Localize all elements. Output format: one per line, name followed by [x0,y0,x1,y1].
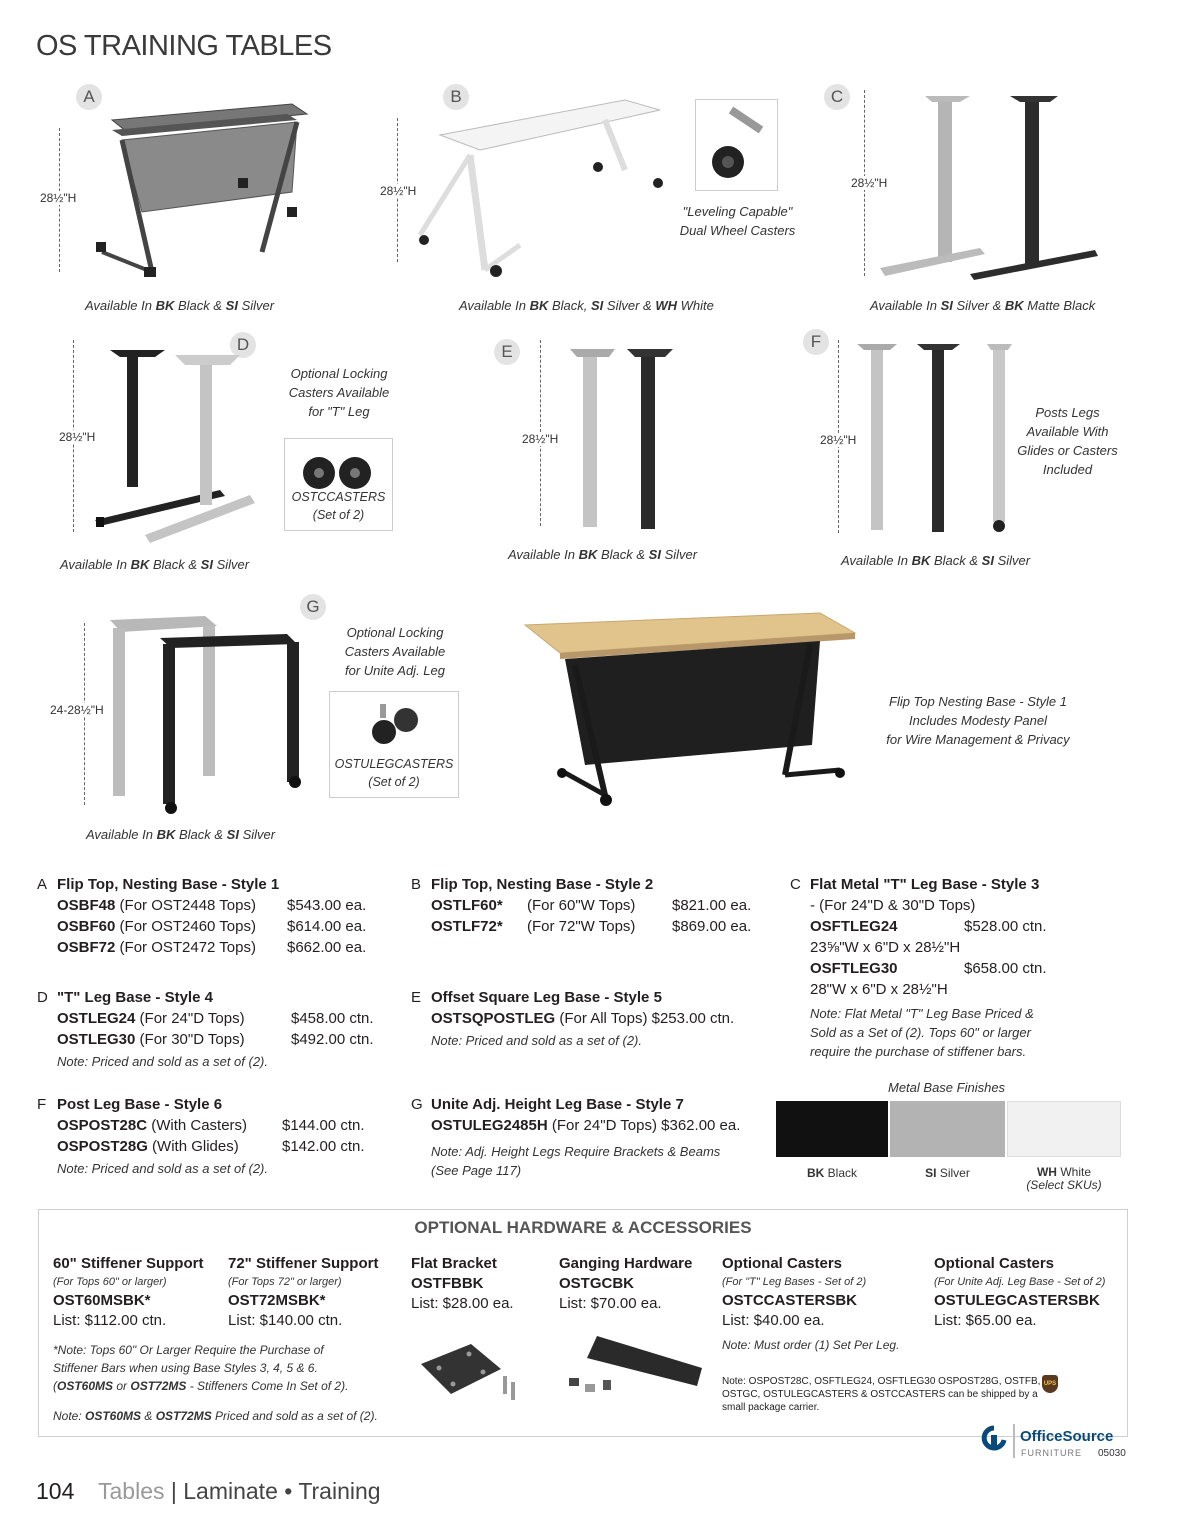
product-g-note: Note: Adj. Height Legs Require Brackets & Beams (See Page 117) [431,1144,721,1178]
product-c-heading: Flat Metal "T" Leg Base - Style 3 [810,876,1040,893]
product-a-letter: A [37,876,48,893]
image-flip-top-style-1 [82,92,382,292]
flip-top-style-1-note: Flip Top Nesting Base - Style 1 Includes Modesty Panel for Wire Management & Privacy [886,694,1070,747]
product-c-sub: - (For 24"D & 30"D Tops) [810,897,976,914]
catalog-code: 05030 [1098,1448,1126,1459]
price-row: OSFTLEG24 $528.00 ctn. [810,918,1047,935]
ostulegcasters-box: OSTULEGCASTERS (Set of 2) [329,691,459,798]
price-row: OSFTLEG30 $658.00 ctn. [810,960,1047,977]
shipping-note: Note: OSPOST28C, OSFTLEG24, OSFTLEG30 OSPOST28G, OSTFB, OSTGC, OSTULEGCASTERS & OSTCCASTERS can be shipped by a small package carrier. [722,1376,1041,1413]
product-b: B Flip Top, Nesting Base - Style 2 OSTLF60* (For 60"W Tops) $821.00 ea. OSTLF72* (For 72"W Tops) $869.00 ea. [431,874,771,937]
badge-f: F [803,329,829,355]
height-label-e: 28½"H [522,432,559,446]
product-e-heading: Offset Square Leg Base - Style 5 [431,989,662,1006]
hardware-unite-casters: Optional Casters (For Unite Adj. Leg Base - Set of 2) OSTULEGCASTERSBK List: $65.00 ea. [934,1255,1106,1329]
availability-c: Available In SI Silver & BK Matte Black [870,298,1096,313]
ganging-hardware-image [557,1328,712,1408]
officesource-logo-icon [981,1425,1007,1455]
badge-a: A [76,84,102,110]
price-row: OSBF48 (For OST2448 Tops) $543.00 ea. [57,897,367,914]
height-label-f: 28½"H [820,433,857,447]
price-row: OSTLF72* (For 72"W Tops) $869.00 ea. [431,918,752,935]
product-g: G Unite Adj. Height Leg Base - Style 7 OSTULEG2485H (For 24"D Tops) $362.00 ea. Note: Adj. Height Legs Require Brackets & Beams (See Page 117) [431,1094,771,1180]
brand-name: OfficeSource [1020,1428,1114,1445]
badge-e: E [494,339,520,365]
image-post-leg [852,340,1022,540]
availability-b: Available In BK Black, SI Silver & WH White [459,298,714,313]
badge-g: G [300,594,326,620]
stiffener-priced-note: Note: OST60MS & OST72MS Priced and sold as a set of (2). [53,1409,378,1423]
swatch-black [776,1101,888,1157]
product-e: E Offset Square Leg Base - Style 5 OSTSQPOSTLEG (For All Tops) $253.00 ctn. Note: Priced and sold as a set of (2). [431,987,771,1050]
size-row: 23⅝"W x 6"D x 28½"H [810,939,961,956]
section-breadcrumb: Tables | Laminate • Training [98,1478,381,1504]
height-label-g: 24-28½"H [50,703,104,717]
price-row: OSPOST28C (With Casters) $144.00 ctn. [57,1117,365,1134]
badge-b: B [443,84,469,110]
leveling-caster-note: "Leveling Capable" Dual Wheel Casters [679,204,796,238]
d-optional-casters-note: Optional Locking Casters Available for "T" Leg [288,366,390,419]
finish-label-white: WH White (Select SKUs) [1026,1165,1102,1192]
page-number: 104 [36,1478,75,1504]
hardware-72-stiffener: 72" Stiffener Support (For Tops 72" or larger) OST72MSBK* List: $140.00 ctn. [228,1255,379,1329]
ostccasters-box: OSTCCASTERS (Set of 2) [284,438,393,531]
availability-a: Available In BK Black & SI Silver [85,298,275,313]
image-t-leg-base [90,345,265,550]
hardware-flat-bracket: Flat Bracket OSTFBBK List: $28.00 ea. [411,1255,514,1312]
finish-label-silver: SI Silver [925,1166,970,1180]
image-flip-top-table [520,605,860,815]
availability-e: Available In BK Black & SI Silver [508,547,698,562]
availability-f: Available In BK Black & SI Silver [841,553,1031,568]
product-g-heading: Unite Adj. Height Leg Base - Style 7 [431,1096,684,1113]
image-unite-adj-height-leg [105,612,315,822]
price-row: OSTLEG30 (For 30"D Tops) $492.00 ctn. [57,1031,374,1048]
caster-detail-box [695,99,778,191]
finish-label-black: BK Black [806,1166,858,1180]
hardware-ganging: Ganging Hardware OSTGCBK List: $70.00 ea. [559,1255,693,1312]
image-offset-square-leg [565,345,675,535]
logo-divider [1013,1424,1015,1458]
height-label-b: 28½"H [380,184,417,198]
image-flip-top-style-2 [410,95,685,285]
availability-g: Available In BK Black & SI Silver [86,827,276,842]
page-title: OS TRAINING TABLES [36,30,332,62]
price-row: OSPOST28G (With Glides) $142.00 ctn. [57,1138,365,1155]
badge-d: D [230,332,256,358]
price-row: OSTULEG2485H (For 24"D Tops) $362.00 ea. [431,1117,741,1134]
price-row: OSTSQPOSTLEG (For All Tops) $253.00 ctn. [431,1010,735,1027]
product-e-note: Note: Priced and sold as a set of (2). [431,1033,642,1048]
product-f-note: Note: Priced and sold as a set of (2). [57,1161,268,1176]
finishes-title: Metal Base Finishes [888,1080,1006,1095]
dual-wheel-caster-icon [696,100,777,190]
price-row: OSTLF60* (For 60"W Tops) $821.00 ea. [431,897,752,914]
swatch-white [1007,1101,1121,1157]
size-row: 28"W x 6"D x 28½"H [810,981,948,998]
price-row: OSBF60 (For OST2460 Tops) $614.00 ea. [57,918,367,935]
swatch-silver [890,1101,1005,1157]
g-optional-casters-note: Optional Locking Casters Available for Unite Adj. Leg [344,625,446,678]
unite-casters-icon [366,700,426,750]
image-flat-metal-t-leg [870,90,1100,285]
product-d-heading: "T" Leg Base - Style 4 [57,989,213,1006]
product-c-note: Note: Flat Metal "T" Leg Base Priced & Sold as a Set of (2). Tops 60" or larger require the purchase of stiffener bars. [810,1006,1034,1059]
price-row: OSBF72 (For OST2472 Tops) $662.00 ea. [57,939,367,956]
product-a-heading: Flip Top, Nesting Base - Style 1 [57,876,280,893]
hardware-title: OPTIONAL HARDWARE & ACCESSORIES [414,1218,752,1237]
height-label-d: 28½"H [59,430,96,444]
f-posts-note: Posts Legs Available With Glides or Casters Included [1017,405,1118,477]
product-f: F Post Leg Base - Style 6 OSPOST28C (With Casters) $144.00 ctn. OSPOST28G (With Glides) $142.00 ctn. Note: Priced and sold as a set of (2). [57,1094,397,1178]
optional-hardware-panel [38,1209,1128,1437]
product-b-heading: Flip Top, Nesting Base - Style 2 [431,876,654,893]
stiffener-note: *Note: Tops 60" Or Larger Require the Purchase of Stiffener Bars when using Base Styles 3, 4, 5 & 6. (OST60MS or OST72MS - Stiffeners Come In Set of 2). [53,1343,349,1393]
flat-bracket-image [411,1334,531,1414]
product-f-heading: Post Leg Base - Style 6 [57,1096,223,1113]
height-label-a: 28½"H [40,191,77,205]
height-label-c: 28½"H [851,176,888,190]
hardware-60-stiffener: 60" Stiffener Support (For Tops 60" or larger) OST60MSBK* List: $112.00 ctn. [53,1255,204,1329]
brand-sub: FURNITURE [1021,1448,1082,1458]
price-row: OSTLEG24 (For 24"D Tops) $458.00 ctn. [57,1010,374,1027]
product-a [37,874,397,958]
hardware-t-leg-casters: Optional Casters (For "T" Leg Bases - Set of 2) OSTCCASTERSBK List: $40.00 ea. Note: Must order (1) Set Per Leg. [722,1255,900,1352]
ups-shield-icon: UPS [1042,1375,1058,1393]
locking-casters-icon [299,451,379,491]
badge-c: C [824,84,850,110]
product-d: D "T" Leg Base - Style 4 OSTLEG24 (For 24"D Tops) $458.00 ctn. OSTLEG30 (For 30"D Tops) $492.00 ctn. Note: Priced and sold as a set of (2). [57,987,397,1071]
availability-d: Available In BK Black & SI Silver [60,557,250,572]
product-d-note: Note: Priced and sold as a set of (2). [57,1054,268,1069]
product-c: C Flat Metal "T" Leg Base - Style 3 - (For 24"D & 30"D Tops) OSFTLEG24 $528.00 ctn. 23⅝"W x 6"D x 28½"H OSFTLEG30 $658.00 ctn. 28"W x 6"D x 28½"H Note: Flat Metal "T" Leg Base Priced & Sold as a Set of (2). Tops 60" or larger require the purchase of stiffener bars. [810,874,1140,1061]
